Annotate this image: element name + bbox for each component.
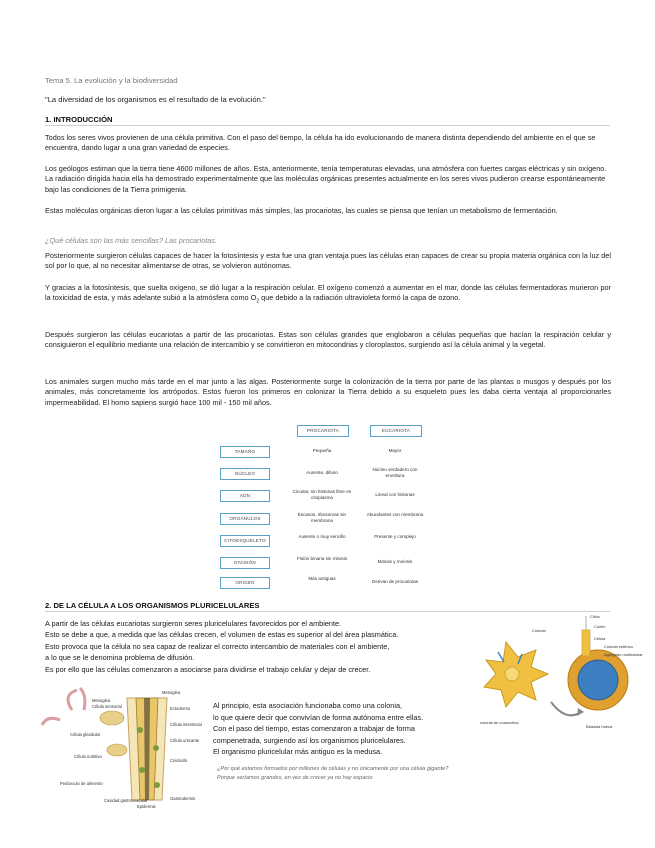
colony-center — [505, 667, 519, 681]
mesoglea-layer — [144, 698, 150, 800]
row-label: ADN — [220, 490, 270, 502]
hydra-label: Célula sensorial — [92, 704, 122, 709]
hydra-label: Cavidad gastrovascular — [104, 798, 148, 803]
paragraph-5 — [45, 283, 611, 307]
cell-eucariota: Lineal con histonas — [375, 492, 415, 497]
col-header-eucariota: EUCARIOTA — [370, 425, 422, 437]
quote: "La diversidad de los organismos es el resultado de la evolución." — [45, 95, 266, 104]
colony-label: Cuello — [594, 624, 606, 629]
hydra-label: Ectodermo — [170, 706, 191, 711]
question-note — [217, 765, 507, 783]
cell-eucariota: Mayor — [388, 448, 402, 453]
cell-eucariota: Abundantes con membrana — [366, 512, 424, 517]
hydra-label: Pedúnculo de alimento — [60, 781, 103, 786]
paragraph-5-text-a: Y gracias a la fotosíntesis, que suelta oxígeno, se dió lugar a la respiración celular. El oxígeno comenzó a aumentar en el mar, donde las células fermentadoras murieron por la toxicidad de esta, y más adelante subió a la atmósfera como O — [45, 283, 611, 303]
paragraph-2: Los geólogos estiman que la tierra tiene 4600 millones de años. Esta, anteriormente, tenía temperaturas elevadas, una atmósfera con fuertes cargas eléctricas y sin oxígeno. La radiación dirigida hacia ella ha demostrado experimentalmente que las moléculas orgánicas presentes actualmente en los seres vivos pudieron crearse espontáneamente bajo las condiciones de la Tierra primigenia. — [45, 164, 607, 194]
colony-label: Cilios — [590, 614, 600, 619]
colony-label: Blástula hueca — [586, 724, 613, 729]
hydra-label: Cnidocilo — [170, 758, 188, 763]
cell-procariota: Pequeña — [312, 448, 332, 453]
hydra-label: Gastrodermis — [170, 796, 196, 801]
row-label: ORGÁNULOS — [220, 513, 270, 525]
cell-procariota: Ausente, difuso — [306, 470, 338, 475]
colony-label: colonia de coanocitos — [480, 720, 519, 725]
choanocyte-cell — [582, 630, 590, 656]
row-label: NÚCLEO — [220, 468, 270, 480]
paragraph-1: Todos los seres vivos provienen de una célula primitiva. Con el paso del tiempo, la célula ha ido evolucionando de manera distinta dependiendo del ambiente en el que se encuentra, dando lugar a una gran variedad de especies. — [45, 133, 596, 153]
text-line: Con el paso del tiempo, estas comenzaron a trabajar de forma — [213, 724, 415, 734]
cell-procariota: Fisión binaria sin mitosis — [296, 556, 348, 561]
colony-label: Colonia — [532, 628, 546, 633]
paragraph-7: Los animales surgen mucho más tarde en el mar junto a las algas. Posteriormente surge la colonización de la tierra por parte de las plantas o musgos y después por los animales, más concretamente los artrópodos. Estos fueron los primeros en colonizar la Tierra debido a su esqueleto pues les daba cierta ventaja al proporcionarles impermeabilidad. El homo sapiens surgió hace 100 mil - 150 mil años. — [45, 377, 611, 407]
paragraph-5-text-b: que debido a la radiación ultravioleta formó la capa de ozono. — [259, 293, 461, 303]
text-line: lo que quiere decir que convivían de forma autónoma entre ellas. — [213, 712, 424, 722]
cell-eucariota: Núcleo verdadero con envoltura — [372, 467, 418, 478]
section2-text-block-2 — [213, 700, 483, 758]
note-line: Porque seríamos grandes, en vez de crecer ya no hay espacio — [217, 775, 373, 781]
row-label: CITOESQUELETO — [220, 535, 270, 547]
text-line: compenetrada, surgiendo así los organismos pluricelulares. — [213, 735, 406, 745]
row-label: DIVISIÓN — [220, 557, 270, 569]
hydra-label: Epidermis — [137, 804, 156, 809]
row-label: TAMAÑO — [220, 446, 270, 458]
text-line: Esto provoca que la célula no sea capaz de realizar el correcto intercambio de materiales con el ambiente, — [45, 641, 390, 651]
cell-shape — [100, 711, 124, 725]
question-line: ¿Qué células son las más sencillas? Las procariotas. — [45, 236, 217, 245]
topic-title: Tema 5. La evolución y la biodiversidad — [45, 76, 178, 85]
colony-label: Célula — [594, 636, 606, 641]
blastula-inner — [578, 660, 618, 700]
colony-label: Agregado multicelular — [604, 652, 643, 657]
paragraph-3: Estas moléculas orgánicas dieron lugar a las células primitivas más simples, las procariotas, las cuales se piensa que tenían un metabolismo de fermentación. — [45, 206, 558, 215]
cell-shape — [107, 744, 127, 756]
cell-procariota: Escasos, ribosomas sin membrana — [297, 512, 347, 523]
hydra-label: Célula intersticial — [170, 722, 202, 727]
hydra-label: Mesoglea — [162, 690, 181, 695]
text-line: a lo que se le denomina problema de difusión. — [45, 653, 195, 663]
section1-heading: 1. INTRODUCCIÓN — [45, 115, 113, 124]
text-line: Esto se debe a que, a medida que las células crecen, el volumen de estas es superior al del área plasmática. — [45, 630, 399, 640]
section2-heading: 2. DE LA CÉLULA A LOS ORGANISMOS PLURICELULARES — [45, 601, 260, 610]
cell-eucariota: Mitosis y meiosis — [377, 559, 413, 564]
col-header-procariota: PROCARIOTA — [297, 425, 349, 437]
hydra-label: Mesoglea — [92, 698, 111, 703]
cell-eucariota: Derivan de procariotas — [371, 579, 419, 584]
paragraph-4: Posteriormente surgieron células capaces de hacer la fotosíntesis y esta fue una gran ventaja pues las células eran capaces de crear su propia materia orgánica con la luz del sol por lo que, al no necesitar alimentarse de otras, se volvieron autónomas. — [45, 251, 611, 271]
cell-procariota: Más antiguas — [308, 576, 336, 581]
paragraph-5-subscript: 2 — [256, 298, 260, 305]
hydra-label: Célula nutritiva — [74, 754, 102, 759]
row-label: ORIGEN — [220, 577, 270, 589]
colony-diagram — [476, 612, 643, 732]
cell-procariota: Circular, sin histonas libre en citoplasma — [292, 489, 352, 500]
cell-dot — [137, 727, 143, 733]
text-line: Al principio, esta asociación funcionaba como una colonia, — [213, 701, 403, 710]
section1-rule — [45, 125, 610, 126]
cell-dot — [153, 745, 159, 751]
cell-dot — [154, 782, 160, 788]
hydra-label: Célula urticante — [170, 738, 200, 743]
paragraph-6: Después surgieron las células eucariotas a partir de las procariotas. Estas son células grandes que englobaron a células pequeñas que hacían la respiración celular y consiguieron el equilibrio mediante una relación de intercambio y se convirtieron en mitocondrias y cloroplastos, surgiendo así la célula animal y la vegetal. — [45, 330, 611, 350]
note-line: ¿Por qué estamos formados por millones de células y no únicamente por una célula gigante? — [217, 766, 449, 772]
hydra-label: Célula glandular — [70, 732, 101, 737]
section2-text-block-1 — [45, 618, 475, 675]
text-line: Es por ello que las células comenzaron a asociarse para dividirse el trabajo celular y dejar de crecer. — [45, 664, 371, 674]
comparison-table — [215, 420, 440, 590]
cell-eucariota: Presente y complejo — [374, 534, 416, 539]
cell-dot — [139, 767, 145, 773]
text-line: El organismo pluricelular más antiguo es la medusa. — [213, 747, 383, 757]
colony-label: Colonia esférica — [604, 644, 633, 649]
text-line: A partir de las células eucariotas surgieron seres pluricelulares favorecidos por el ambiente. — [45, 619, 342, 628]
cell-procariota: Ausente o muy sencillo — [298, 534, 346, 539]
hydra-diagram — [32, 690, 204, 810]
